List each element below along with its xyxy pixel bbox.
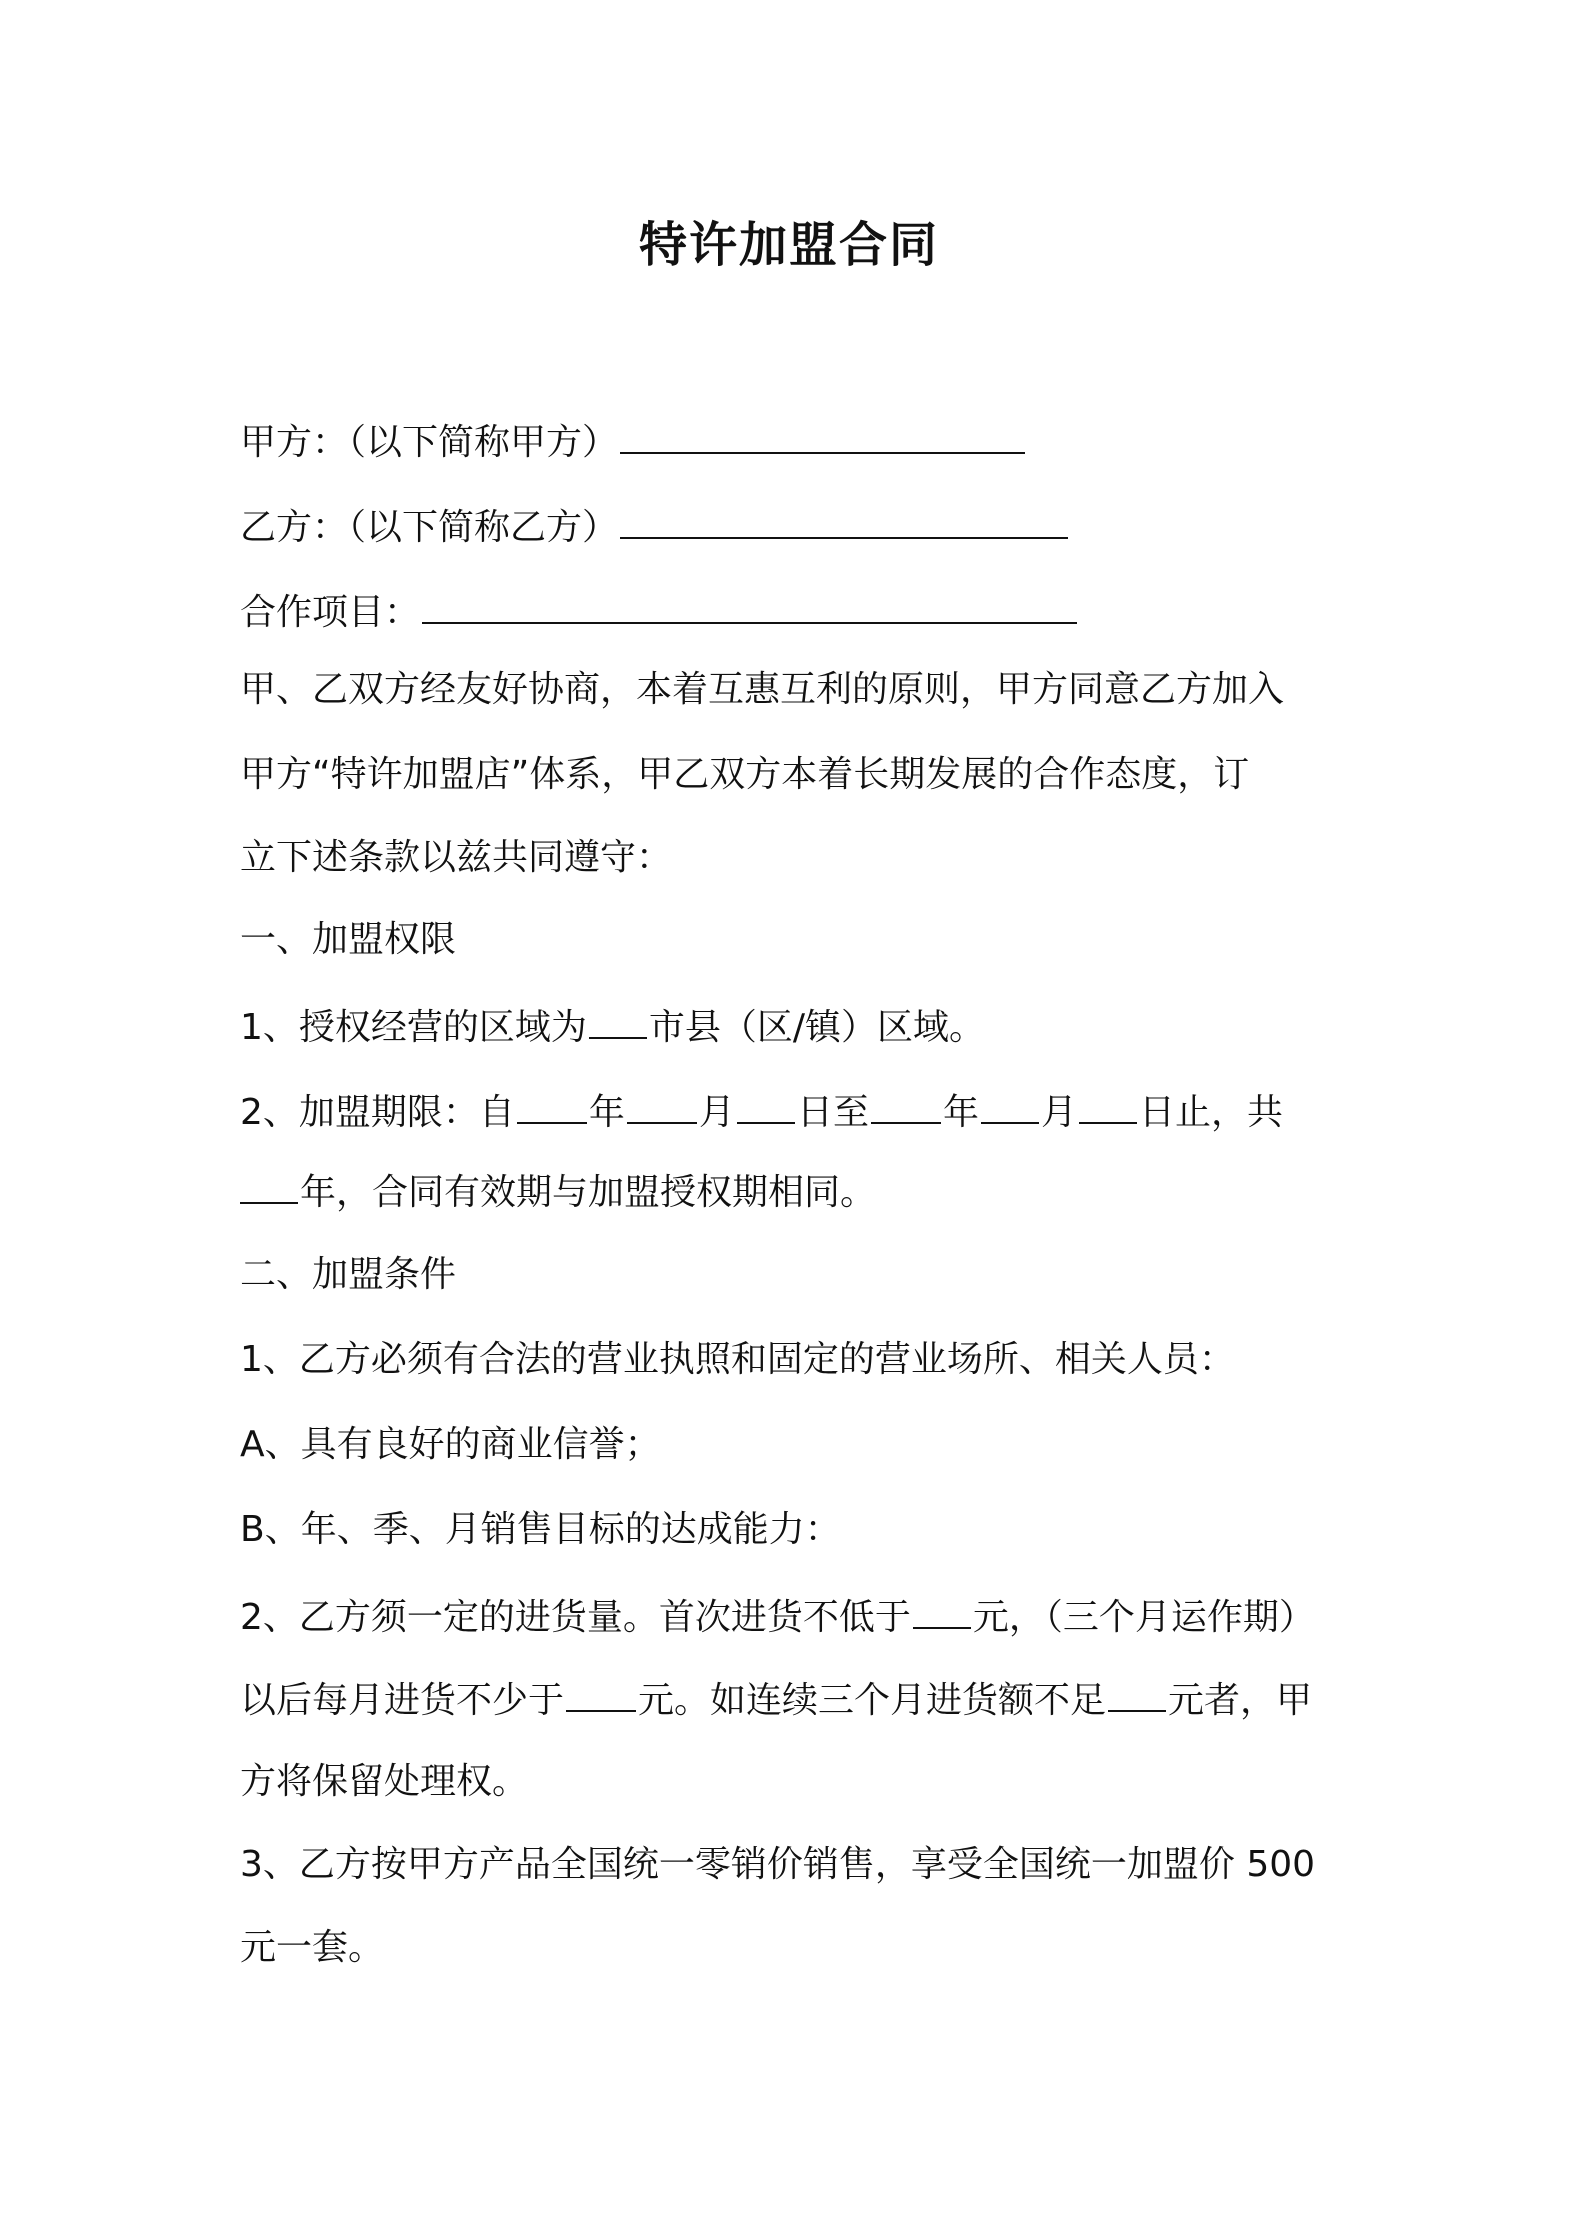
end-year-blank[interactable]: [871, 1080, 941, 1124]
item-text: 以后每月进货不少于: [240, 1680, 565, 1721]
section-2-heading: 二、加盟条件: [240, 1254, 457, 1295]
section-2-item-a: A、具有良好的商业信誉；: [240, 1424, 661, 1465]
section-1-item-2-continued: [240, 1160, 1360, 1223]
section-2-item-3-continued: 元一套。: [240, 1927, 385, 1968]
item-text: 1、授权经营的区域为: [240, 1007, 587, 1048]
year-label: 年: [942, 1092, 979, 1133]
monthly-order-blank[interactable]: [566, 1668, 636, 1712]
first-order-blank[interactable]: [913, 1585, 971, 1629]
item-text: 2、乙方须一定的进货量。首次进货不低于: [240, 1597, 911, 1638]
item-text: 市县（区/镇）区域。: [648, 1007, 986, 1048]
shortfall-blank[interactable]: [1108, 1668, 1166, 1712]
start-year-blank[interactable]: [517, 1080, 587, 1124]
day-label: 日止，共: [1138, 1092, 1283, 1133]
month-label: 月: [698, 1092, 735, 1133]
month-label: 月: [1040, 1092, 1077, 1133]
party-b-line: [240, 495, 1360, 558]
party-a-label: 甲方：（以下简称甲方）: [240, 422, 619, 463]
project-label: 合作项目：: [240, 592, 421, 633]
section-1-item-2: [240, 1080, 1360, 1143]
party-b-label: 乙方：（以下简称乙方）: [240, 507, 619, 548]
region-blank[interactable]: [589, 995, 647, 1039]
item-text: 年，合同有效期与加盟授权期相同。: [300, 1172, 877, 1213]
item-text: 元，（三个月运作期）: [972, 1597, 1315, 1638]
year-label: 年: [588, 1092, 625, 1133]
intro-line-3: 立下述条款以兹共同遵守：: [240, 837, 673, 878]
total-years-blank[interactable]: [240, 1160, 298, 1204]
section-2-item-2-continued: [240, 1668, 1360, 1731]
section-1-heading: 一、加盟权限: [240, 919, 457, 960]
end-month-blank[interactable]: [981, 1080, 1039, 1124]
project-blank[interactable]: [422, 580, 1077, 624]
project-line: [240, 580, 1360, 643]
section-1-item-1: [240, 995, 1360, 1058]
party-a-line: [240, 410, 1360, 473]
section-2-item-2: [240, 1585, 1360, 1648]
day-label: 日至: [796, 1092, 869, 1133]
start-day-blank[interactable]: [737, 1080, 795, 1124]
start-month-blank[interactable]: [627, 1080, 697, 1124]
document-title: 特许加盟合同: [638, 217, 939, 273]
intro-line-1: 甲、乙双方经友好协商，本着互惠互利的原则，甲方同意乙方加入: [240, 669, 1285, 710]
section-2-item-3: 3、乙方按甲方产品全国统一零销价销售，享受全国统一加盟价 500: [240, 1844, 1316, 1885]
item-text: 2、加盟期限：自: [240, 1092, 515, 1133]
section-2-item-2-end: 方将保留处理权。: [240, 1761, 529, 1802]
party-a-blank[interactable]: [620, 410, 1025, 454]
item-text: 元者，甲: [1168, 1680, 1313, 1721]
intro-line-2: 甲方“特许加盟店”体系，甲乙双方本着长期发展的合作态度，订: [240, 754, 1250, 795]
end-day-blank[interactable]: [1079, 1080, 1137, 1124]
section-2-item-1: 1、乙方必须有合法的营业执照和固定的营业场所、相关人员：: [240, 1339, 1235, 1380]
party-b-blank[interactable]: [620, 495, 1068, 539]
section-2-item-b: B、年、季、月销售目标的达成能力：: [240, 1509, 841, 1550]
item-text: 元。如连续三个月进货额不足: [638, 1680, 1107, 1721]
